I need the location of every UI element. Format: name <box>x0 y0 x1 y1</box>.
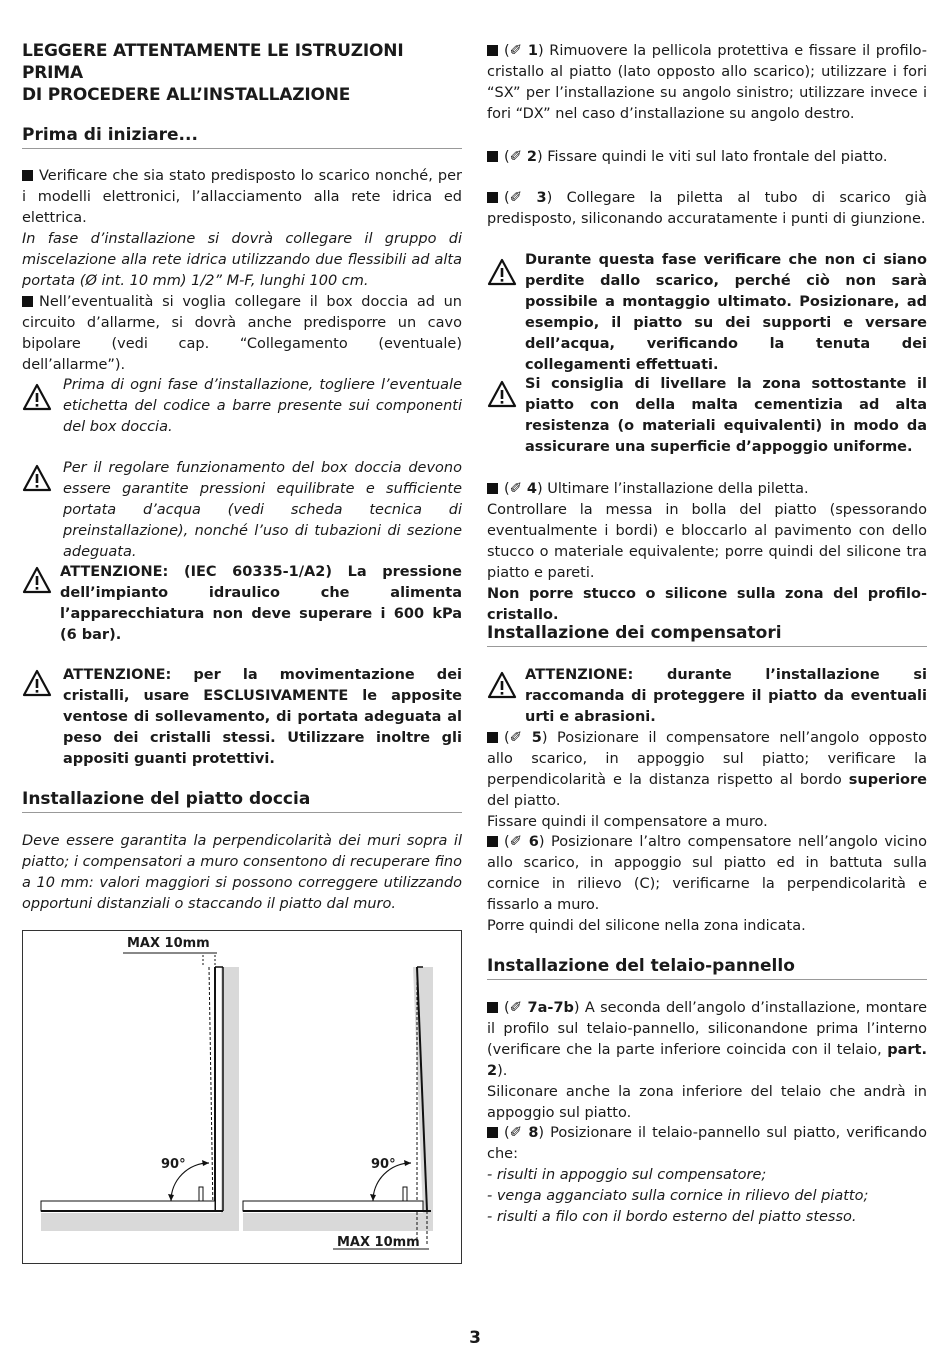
square-bullet-icon <box>487 45 498 56</box>
step-text: ) Ultimare l’installazione della piletta. <box>536 481 809 497</box>
step-4: (✐ 4) Ultimare l’installazione della piletta. Controllare la messa in bolla del piatto (spessorando eventualmente i bordi) e bloccarlo al pavimento con dello stucco o materiale equivalente; porre quindi del silicone tra piatto e pareti. Non porre stucco o silicone sulla zona del profilo-cristallo. <box>487 479 927 623</box>
warning-iec <box>22 562 462 646</box>
warning-text: Durante questa fase verificare che non ci siano perdite dallo scarico, perché ciò non sarà possibile a montaggio ultimato. Posizionare, ad esempio, il piatto su dei supporti e versare dell’acqua, verificando la tenuta dei collegamenti effettuati. <box>525 252 927 373</box>
step-number: 6 <box>528 834 539 850</box>
step-bold-word: superiore <box>848 772 927 788</box>
warning-barcode <box>22 375 462 438</box>
square-bullet-icon <box>487 151 498 162</box>
warning-pressure-flow <box>22 458 462 563</box>
step-text: ) Posizionare il compensatore nell’angolo opposto allo scarico, in appoggio sul piatto; verificare la perpendicolarità e la distanza rispetto al bordo <box>487 730 927 788</box>
step-7: (✐ 7a-7b) A seconda dell’angolo d’installazione, montare il profilo sul telaio-pannello, siliconandone prima l’interno (verificare che la parte inferiore coincida con il telaio, part. 2). Siliconare anche la zona inferiore del telaio che andrà in appoggio sul piatto. <box>487 998 928 1121</box>
square-bullet-icon <box>487 483 498 494</box>
step-2: (✐ 2) Fissare quindi le viti sul lato frontale del piatto. <box>487 146 927 168</box>
warning-text: Prima di ogni fase d’installazione, togliere l’eventuale etichetta del codice a barre presente sui componenti del box doccia. <box>63 377 462 435</box>
paragraph-text: Verificare che sia stato predisposto lo scarico nonché, per i modelli elettronici, l’allacciamento alla rete idrica ed elettrica. <box>22 168 462 226</box>
section-title-telaio: Installazione del telaio-pannello <box>487 955 927 980</box>
paragraph-text: Nell’eventualità si voglia collegare il box doccia ad un circuito d’allarme, si dovrà anche predisporre un cavo bipolare (vedi cap. “Collegamento (eventuale) dell’allarme”). <box>22 294 462 373</box>
installation-figure <box>22 930 462 1264</box>
step-3: (✐ 3) Collegare la piletta al tubo di scarico già predisposto, siliconando accuratamente i punti di giunzione. <box>487 188 928 227</box>
pencil-icon: ✐ <box>509 188 523 206</box>
step-number: 7a-7b <box>527 1000 574 1016</box>
step-number: 5 <box>531 730 542 746</box>
square-bullet-icon <box>487 836 498 847</box>
main-title <box>22 40 462 106</box>
left-wall-diagram <box>41 953 239 1231</box>
step-text-end: ). <box>497 1063 508 1079</box>
pencil-icon: ✐ <box>509 728 523 746</box>
step-6: (✐ 6) Posizionare l’altro compensatore nell’angolo vicino allo scarico, in appoggio sul piatto ed in battuta sulla cornice in rilievo (C); verificarne la perpendicolarità e fissarlo a muro. Porre quindi del silicone nella zona indicata. <box>487 832 927 934</box>
pencil-icon: ✐ <box>509 998 523 1016</box>
main-title-line-2: DI PROCEDERE ALL’INSTALLAZIONE <box>22 85 351 105</box>
check-list <box>487 1165 927 1228</box>
warning-triangle-icon <box>487 258 517 286</box>
step-text: ) A seconda dell’angolo d’installazione, montare il profilo sul telaio-pannello, siliconandone prima l’interno (verificare che la parte inferiore coincida con il telaio, <box>487 1000 928 1058</box>
pencil-icon: ✐ <box>509 1123 523 1141</box>
step-number: 2 <box>526 149 537 165</box>
warning-protect-tray <box>487 665 927 728</box>
check-list-item: - risulti a filo con il bordo esterno del piatto stesso. <box>487 1209 857 1225</box>
step-1: (✐ 1) Rimuovere la pellicola protettiva e fissare il profilo-cristallo al piatto (lato opposto allo scarico); utilizzare i fori “SX” per l’installazione su angolo sinistro; utilizzare invece i fori “DX” nel caso d’installazione su angolo destro. <box>487 41 928 122</box>
warning-triangle-icon <box>22 669 52 697</box>
section-title-compensatori: Installazione dei compensatori <box>487 622 927 647</box>
step-bold-ref: part. 2 <box>487 1042 927 1079</box>
step-text: ) Collegare la piletta al tubo di scarico già predisposto, siliconando accuratamente i punti di giunzione. <box>487 190 928 227</box>
step-text-continued: Fissare quindi il compensatore a muro. <box>487 814 768 830</box>
paragraph-perpendicularity: Deve essere garantita la perpendicolarità dei muri sopra il piatto; i compensatori a muro consentono di recuperare fino a 10 mm: valori maggiori si possono correggere utilizzando opportuni distanziali o staccando il piatto dal muro. <box>22 833 462 912</box>
warning-triangle-icon <box>487 380 517 408</box>
main-title-line-1: LEGGERE ATTENTAMENTE LE ISTRUZIONI PRIMA <box>22 41 404 83</box>
step-5: (✐ 5) Posizionare il compensatore nell’angolo opposto allo scarico, in appoggio sul piatto; verificare la perpendicolarità e la distanza rispetto al bordo superiore del piatto. Fissare quindi il compensatore a muro. <box>487 728 927 830</box>
step-text: ) Rimuovere la pellicola protettiva e fissare il profilo-cristallo al piatto (lato opposto allo scarico); utilizzare i fori “SX” per l’installazione su angolo sinistro; utilizzare invece i fori “DX” nel caso d’installazione su angolo destro. <box>487 43 928 122</box>
max-label-top: MAX 10mm <box>127 936 210 951</box>
square-bullet-icon <box>487 1127 498 1138</box>
pencil-icon: ✐ <box>509 479 523 497</box>
step-number: 4 <box>526 481 537 497</box>
step-text-end: del piatto. <box>487 793 561 809</box>
step-text: ) Posizionare il telaio-pannello sul piatto, verificando che: <box>487 1125 928 1162</box>
section-title-piatto: Installazione del piatto doccia <box>22 788 462 813</box>
figure-drawing <box>23 931 461 1263</box>
warning-text: ATTENZIONE: (IEC 60335-1/A2) La pressione dell’impianto idraulico che alimenta l’apparecchiatura non deve superare i 600 kPa (6 bar). <box>60 564 462 643</box>
step-number: 1 <box>527 43 538 59</box>
step-8: (✐ 8) Posizionare il telaio-pannello sul piatto, verificando che: - risulti in appoggio sul compensatore; - venga agganciato sulla cornice in rilievo del piatto; - risulti a filo con il bordo esterno del piatto stesso. <box>487 1122 927 1228</box>
right-wall-diagram <box>243 967 433 1249</box>
square-bullet-icon <box>487 192 498 203</box>
angle-label-left: 90° <box>161 1157 186 1172</box>
square-bullet-icon <box>487 1002 498 1013</box>
pencil-icon: ✐ <box>509 41 523 59</box>
warning-text: ATTENZIONE: durante l’installazione si raccomanda di proteggere il piatto da eventuali urti e abrasioni. <box>525 667 927 725</box>
step-text-continued: Controllare la messa in bolla del piatto (spessorando eventualmente i bordi) e bloccarlo al pavimento con dello stucco o materiale equivalente; porre quindi del silicone tra piatto e pareti. <box>487 502 927 581</box>
page-number: 3 <box>469 1328 481 1348</box>
check-list-item: - venga agganciato sulla cornice in rilievo del piatto; <box>487 1188 869 1204</box>
warning-text: Per il regolare funzionamento del box doccia devono essere garantite pressioni equilibrate e sufficiente portata d’acqua (vedi scheda tecnica di preinstallazione), nonché l’uso di tubazioni di sezione adeguata. <box>63 460 462 560</box>
step-bold-note: Non porre stucco o silicone sulla zona del profilo-cristallo. <box>487 586 927 623</box>
square-bullet-icon <box>487 732 498 743</box>
warning-leaks <box>487 250 927 376</box>
max-label-bottom: MAX 10mm <box>337 1235 420 1250</box>
check-list-item: - risulti in appoggio sul compensatore; <box>487 1167 767 1183</box>
paragraph-prerequisites <box>22 166 462 292</box>
pencil-icon: ✐ <box>509 147 523 165</box>
section-title-prima: Prima di iniziare... <box>22 124 462 149</box>
square-bullet-icon <box>22 170 33 181</box>
step-text-continued: Siliconare anche la zona inferiore del telaio che andrà in appoggio sul piatto. <box>487 1084 927 1121</box>
warning-triangle-icon <box>22 383 52 411</box>
warning-triangle-icon <box>487 671 517 699</box>
warning-glass-handling <box>22 665 462 770</box>
paragraph-alarm <box>22 292 462 376</box>
paragraph-italic-note: In fase d’installazione si dovrà collegare il gruppo di miscelazione alla rete idrica utilizzando due flessibili ad alta portata (Ø int. 10 mm) 1/2” M-F, lunghi 100 cm. <box>22 231 462 289</box>
square-bullet-icon <box>22 296 33 307</box>
step-number: 8 <box>528 1125 539 1141</box>
step-number: 3 <box>536 190 547 206</box>
warning-text: Si consiglia di livellare la zona sottostante il piatto con della malta cementizia ad alta resistenza (o materiali equivalenti) in modo da assicurare una superficie d’appoggio uniforme. <box>525 376 927 455</box>
step-text: ) Fissare quindi le viti sul lato frontale del piatto. <box>536 149 888 165</box>
warning-triangle-icon <box>22 464 52 492</box>
step-text-continued: Porre quindi del silicone nella zona indicata. <box>487 918 806 934</box>
angle-label-right: 90° <box>371 1157 396 1172</box>
warning-text: ATTENZIONE: per la movimentazione dei cristalli, usare ESCLUSIVAMENTE le apposite ventose di sollevamento, di portata adeguata al peso dei cristalli stessi. Utilizzare inoltre gli appositi guanti protettivi. <box>63 667 462 767</box>
step-text: ) Posizionare l’altro compensatore nell’angolo vicino allo scarico, in appoggio sul piatto ed in battuta sulla cornice in rilievo (C); verificarne la perpendicolarità e fissarlo a muro. <box>487 834 927 913</box>
warning-leveling <box>487 374 927 458</box>
warning-triangle-icon <box>22 566 52 594</box>
pencil-icon: ✐ <box>509 832 523 850</box>
